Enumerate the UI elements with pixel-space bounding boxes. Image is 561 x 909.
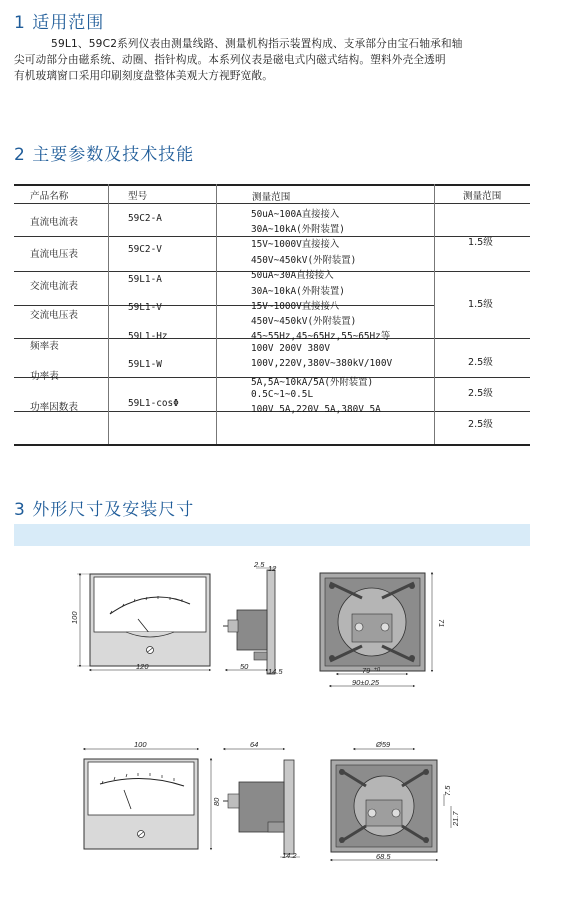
dimension-drawings bbox=[14, 524, 530, 896]
meter-side-view-small bbox=[223, 760, 294, 854]
header-range-2: 测量范围 bbox=[463, 191, 502, 202]
dim-rear-bolt: 79 bbox=[362, 666, 371, 675]
table-rule bbox=[14, 203, 530, 204]
section3-title: 3 外形尺寸及安装尺寸 bbox=[14, 500, 195, 520]
dim-side-a: 2.5 bbox=[254, 560, 265, 569]
range-text: 15V~1000V直接接八 bbox=[251, 301, 340, 312]
dim-front-width-small: 100 bbox=[134, 740, 147, 749]
model-code: 59C2-V bbox=[128, 244, 162, 255]
dim-side-b: 12 bbox=[268, 564, 277, 573]
model-code: 59L1-W bbox=[128, 359, 162, 370]
section1-title: 1 适用范围 bbox=[14, 13, 105, 33]
accuracy-grade: 1.5级 bbox=[468, 299, 493, 310]
dim-side-c-small: 14.2 bbox=[282, 851, 297, 860]
model-code: 59C2-A bbox=[128, 213, 162, 224]
dim-side-depth: 50 bbox=[240, 662, 249, 671]
product-name: 频率表 bbox=[30, 341, 59, 352]
dim-rear-b: 21.7 bbox=[451, 811, 460, 826]
product-name: 功率因数表 bbox=[30, 402, 78, 413]
range-text: 5A,5A~10kA/5A(外附装置) bbox=[251, 377, 374, 388]
range-text: 0.5C~1~0.5L bbox=[251, 389, 314, 400]
range-text: 30A~10kA(外附装置) bbox=[251, 224, 345, 235]
accuracy-grade: 2.5级 bbox=[468, 357, 493, 368]
accuracy-grade: 2.5级 bbox=[468, 388, 493, 399]
table-rule bbox=[14, 444, 530, 446]
range-text: 100V,220V,380V~380kV/100V bbox=[251, 358, 393, 369]
accuracy-grade: 2.5级 bbox=[468, 419, 493, 430]
paragraph-line: 59L1、59C2系列仪表由测量线路、测量机构指示装置构成、支承部分由宝石轴承和轴 bbox=[51, 38, 463, 50]
section2-title: 2 主要参数及技术技能 bbox=[14, 145, 195, 165]
model-code: 59L1-V bbox=[128, 302, 162, 313]
dim-side-depth-small: 64 bbox=[250, 740, 259, 749]
table-col-divider bbox=[108, 184, 109, 444]
meter-rear-view-large bbox=[320, 573, 425, 671]
dim-rear-height: 71 bbox=[437, 619, 446, 628]
dim-rear-bolt-tol: ±0 bbox=[374, 667, 381, 673]
drawings-svg bbox=[14, 524, 530, 896]
dim-side-c: 14.5 bbox=[268, 667, 283, 676]
meter-side-view-large bbox=[223, 570, 275, 674]
section1-paragraph bbox=[14, 36, 532, 84]
product-name: 直流电流表 bbox=[30, 217, 78, 228]
dim-front-width: 120 bbox=[136, 662, 149, 671]
dim-rear-dia: Ø59 bbox=[376, 740, 391, 749]
paragraph-line: 有机玻璃窗口采用印刷刻度盘整体美观大方视野宽敞。 bbox=[14, 70, 274, 82]
parameter-table bbox=[14, 184, 530, 446]
range-text: 100V 200V 380V bbox=[251, 343, 331, 354]
range-text: 50uA~100A直接接入 bbox=[251, 209, 340, 220]
table-col-divider bbox=[216, 184, 217, 444]
range-text: 45~55Hz,45~65Hz,55~65Hz等 bbox=[251, 331, 391, 342]
product-name: 功率表 bbox=[30, 371, 59, 382]
range-text: 450V~450kV(外附装置) bbox=[251, 316, 357, 327]
product-name: 交流电压表 bbox=[30, 310, 78, 321]
range-text: 450V~450kV(外附装置) bbox=[251, 255, 357, 266]
header-range: 测量范围 bbox=[252, 192, 291, 203]
paragraph-line: 尖可动部分由磁系统、动圈、指针构成。本系列仪表是磁电式内磁式结构。塑料外壳全透明 bbox=[14, 54, 446, 66]
dim-rear-a: 7.5 bbox=[443, 785, 452, 796]
model-code: 59L1-cosΦ bbox=[128, 398, 179, 409]
meter-front-view-large bbox=[90, 574, 210, 666]
dim-rear-width-small: 68.5 bbox=[376, 852, 391, 861]
table-col-divider bbox=[434, 184, 435, 444]
range-text: 100V 5A,220V 5A,380V 5A bbox=[251, 404, 381, 415]
meter-front-view-small bbox=[84, 759, 198, 849]
dim-front-height: 100 bbox=[70, 611, 79, 624]
header-name: 产品名称 bbox=[30, 191, 69, 202]
meter-rear-view-small bbox=[331, 760, 437, 852]
table-rule bbox=[14, 305, 434, 306]
model-code: 59L1-Hz bbox=[128, 331, 168, 342]
range-text: 30A~10kA(外附装置) bbox=[251, 286, 345, 297]
product-name: 交流电流表 bbox=[30, 281, 78, 292]
header-model: 型号 bbox=[128, 191, 148, 202]
dim-rear-width: 90±0.25 bbox=[352, 678, 380, 687]
model-code: 59L1-A bbox=[128, 274, 162, 285]
range-text: 50uA~30A直接接入 bbox=[251, 270, 334, 281]
range-text: 15V~1000V直接接入 bbox=[251, 239, 340, 250]
table-rule bbox=[14, 184, 530, 186]
accuracy-grade: 1.5级 bbox=[468, 237, 493, 248]
dim-front-height-small: 80 bbox=[212, 797, 221, 806]
product-name: 直流电压表 bbox=[30, 249, 78, 260]
